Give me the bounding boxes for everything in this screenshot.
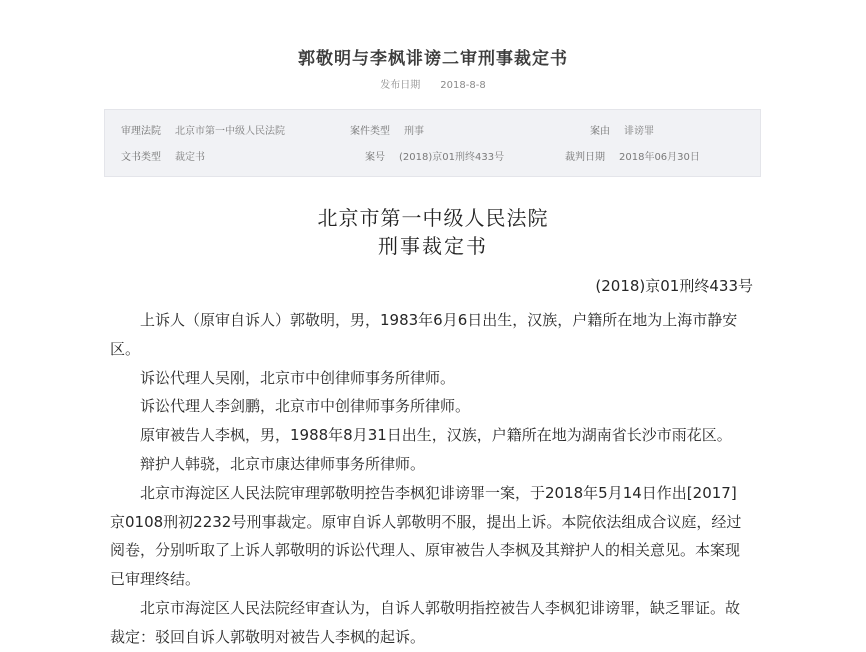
meta-judgment-date xyxy=(565,148,700,163)
meta-case-no xyxy=(365,148,504,163)
meta-case-type-value: 刑事 xyxy=(404,126,424,137)
paragraph-defendant: 原审被告人李枫，男，1988年8月31日出生，汉族，户籍所在地为湖南省长沙市雨花区。 xyxy=(140,426,732,445)
meta-doc-type-value: 裁定书 xyxy=(175,152,205,163)
meta-cause-key: 案由 xyxy=(590,126,610,137)
publish-label: 发布日期 xyxy=(380,80,421,91)
paragraph-appellant: 上诉人（原审自诉人）郭敬明，男，1983年6月6日出生，汉族，户籍所在地为上海市静安区。 xyxy=(110,311,738,358)
meta-court-key: 审理法院 xyxy=(121,126,161,137)
publish-info xyxy=(0,76,866,91)
meta-cause-value: 诽谤罪 xyxy=(624,126,654,137)
paragraph-first-instance: 北京市海淀区人民法院经审查认为，自诉人郭敬明指控被告人李枫犯诽谤罪，缺乏罪证。故裁定：驳回自诉人郭敬明对被告人李枫的起诉。 xyxy=(110,598,741,646)
meta-info-box xyxy=(104,109,761,177)
ruling-type: 刑事裁定书 xyxy=(378,234,488,258)
meta-cause xyxy=(590,122,654,137)
meta-case-no-key: 案号 xyxy=(365,152,385,163)
meta-case-type xyxy=(350,122,424,137)
meta-doc-type xyxy=(121,148,205,163)
meta-case-type-key: 案件类型 xyxy=(350,126,390,137)
paragraph-agent-1: 诉讼代理人吴刚，北京市中创律师事务所律师。 xyxy=(140,368,456,387)
paragraph-defender: 辩护人韩骁，北京市康达律师事务所律师。 xyxy=(140,454,426,473)
meta-court xyxy=(121,122,285,137)
paragraph-agent-2: 诉讼代理人李剑鹏，北京市中创律师事务所律师。 xyxy=(140,397,471,416)
document-body xyxy=(110,306,750,652)
court-name: 北京市第一中级人民法院 xyxy=(317,206,549,230)
document-title: 郭敬明与李枫诽谤二审刑事裁定书 xyxy=(298,49,568,69)
meta-judgment-date-key: 裁判日期 xyxy=(565,152,605,163)
meta-court-value: 北京市第一中级人民法院 xyxy=(175,126,285,137)
publish-date: 2018-8-8 xyxy=(440,80,486,91)
paragraph-procedure: 北京市海淀区人民法院审理郭敬明控告李枫犯诽谤罪一案，于2018年5月14日作出[2017]京0108刑初2232号刑事裁定。原审自诉人郭敬明不服，提出上诉。本院依法组成合议庭，经过阅卷，分别听取了上诉人郭敬明的诉讼代理人、原审被告人李枫及其辩护人的相关意见。本案现已审理终结。 xyxy=(110,483,742,589)
meta-case-no-value: (2018)京01刑终433号 xyxy=(399,152,505,163)
meta-judgment-date-value: 2018年06月30日 xyxy=(619,152,700,163)
meta-doc-type-key: 文书类型 xyxy=(121,152,161,163)
case-number: (2018)京01刑终433号 xyxy=(595,277,753,295)
